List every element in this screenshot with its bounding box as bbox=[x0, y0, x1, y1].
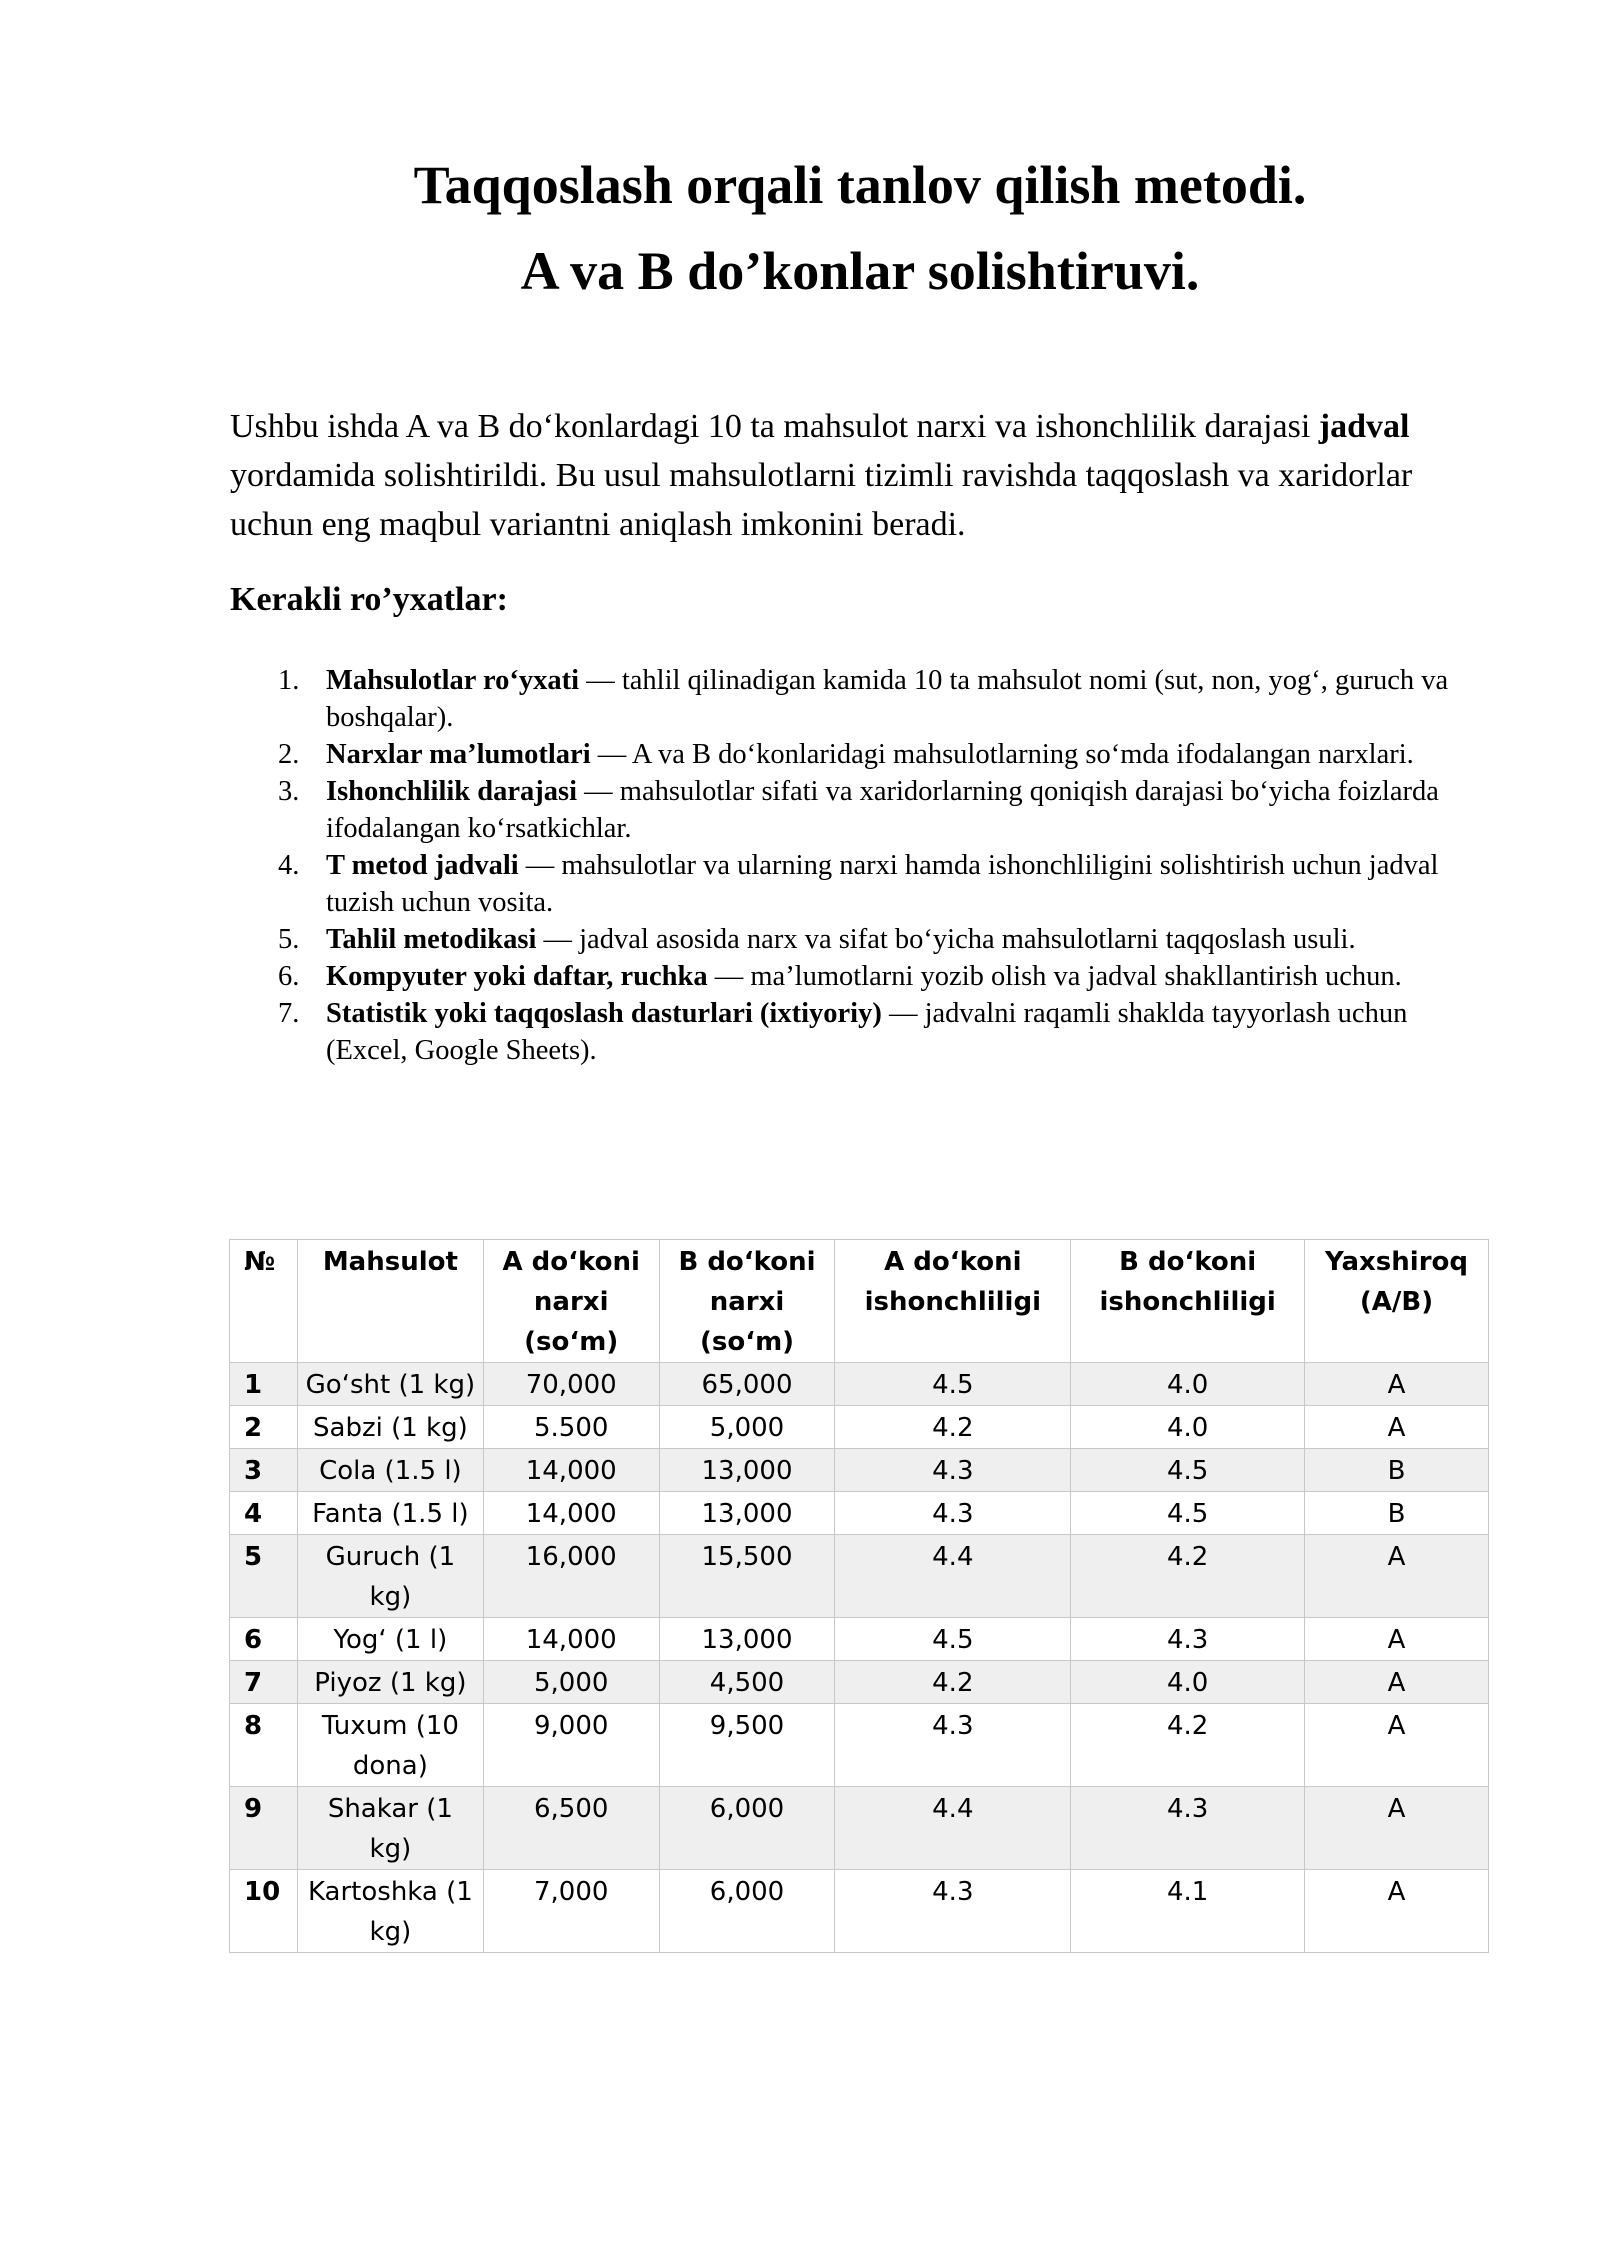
b-price-cell: 13,000 bbox=[659, 1449, 835, 1492]
better-store-cell: A bbox=[1305, 1661, 1489, 1704]
table-row bbox=[230, 1363, 1489, 1406]
table-row bbox=[230, 1535, 1489, 1618]
b-price-cell: 6,000 bbox=[659, 1870, 835, 1953]
list-item-term: T metod jadvali bbox=[326, 850, 519, 881]
list-item-number: 3. bbox=[278, 776, 300, 807]
table-row bbox=[230, 1492, 1489, 1535]
list-item-term: Ishonchlilik darajasi bbox=[326, 776, 578, 807]
better-store-cell: B bbox=[1305, 1492, 1489, 1535]
table-row bbox=[230, 1704, 1489, 1787]
a-reliability-cell: 4.5 bbox=[835, 1363, 1071, 1406]
list-item-number: 1. bbox=[278, 665, 300, 696]
list-item-description: — tahlil qilinadigan kamida 10 ta mahsulot nomi (sut, non, yog‘, guruch va boshqalar). bbox=[326, 665, 1449, 733]
intro-paragraph bbox=[230, 402, 1480, 549]
a-price-cell: 16,000 bbox=[483, 1535, 659, 1618]
column-header-b-reliability: B do‘koni ishonchliligi bbox=[1071, 1240, 1305, 1363]
list-item-description: — ma’lumotlarni yozib olish va jadval shakllantirish uchun. bbox=[707, 961, 1402, 992]
b-price-cell: 5,000 bbox=[659, 1406, 835, 1449]
a-reliability-cell: 4.3 bbox=[835, 1492, 1071, 1535]
product-name-cell: Guruch (1 kg) bbox=[297, 1535, 483, 1618]
b-reliability-cell: 4.3 bbox=[1071, 1787, 1305, 1870]
row-number-cell: 9 bbox=[230, 1787, 298, 1870]
b-reliability-cell: 4.2 bbox=[1071, 1704, 1305, 1787]
b-price-cell: 13,000 bbox=[659, 1492, 835, 1535]
list-item-number: 7. bbox=[278, 998, 300, 1029]
document-title-line-1: Taqqoslash orqali tanlov qilish metodi. bbox=[413, 155, 1307, 215]
product-name-cell: Kartoshka (1 kg) bbox=[297, 1870, 483, 1953]
a-reliability-cell: 4.2 bbox=[835, 1406, 1071, 1449]
a-price-cell: 14,000 bbox=[483, 1492, 659, 1535]
product-name-cell: Shakar (1 kg) bbox=[297, 1787, 483, 1870]
list-item-term: Statistik yoki taqqoslash dasturlari (ixtiyoriy) bbox=[326, 998, 882, 1029]
table-row bbox=[230, 1661, 1489, 1704]
row-number-cell: 1 bbox=[230, 1363, 298, 1406]
a-price-cell: 70,000 bbox=[483, 1363, 659, 1406]
column-header-product: Mahsulot bbox=[297, 1240, 483, 1363]
better-store-cell: A bbox=[1305, 1704, 1489, 1787]
list-item bbox=[0, 958, 1486, 995]
better-store-cell: B bbox=[1305, 1449, 1489, 1492]
requirements-heading: Kerakli ro’yxatlar: bbox=[230, 581, 508, 618]
a-price-cell: 14,000 bbox=[483, 1618, 659, 1661]
a-reliability-cell: 4.3 bbox=[835, 1449, 1071, 1492]
table-body bbox=[230, 1363, 1489, 1953]
product-name-cell: Tuxum (10 dona) bbox=[297, 1704, 483, 1787]
b-reliability-cell: 4.2 bbox=[1071, 1535, 1305, 1618]
b-price-cell: 13,000 bbox=[659, 1618, 835, 1661]
b-price-cell: 6,000 bbox=[659, 1787, 835, 1870]
row-number-cell: 3 bbox=[230, 1449, 298, 1492]
column-header-a-price: A do‘koni narxi (so‘m) bbox=[483, 1240, 659, 1363]
list-item-description: — A va B do‘konlaridagi mahsulotlarning so‘mda ifodalangan narxlari. bbox=[590, 739, 1414, 770]
comparison-table bbox=[229, 1239, 1489, 1953]
a-reliability-cell: 4.4 bbox=[835, 1535, 1071, 1618]
b-reliability-cell: 4.0 bbox=[1071, 1406, 1305, 1449]
better-store-cell: A bbox=[1305, 1618, 1489, 1661]
requirements-list bbox=[0, 662, 1600, 1069]
table-row bbox=[230, 1449, 1489, 1492]
b-price-cell: 15,500 bbox=[659, 1535, 835, 1618]
list-item-description: — jadval asosida narx va sifat bo‘yicha mahsulotlarni taqqoslash usuli. bbox=[536, 924, 1356, 955]
b-reliability-cell: 4.5 bbox=[1071, 1492, 1305, 1535]
a-reliability-cell: 4.3 bbox=[835, 1704, 1071, 1787]
list-item-description: — jadvalni raqamli shaklda tayyorlash uchun (Excel, Google Sheets). bbox=[326, 998, 1408, 1066]
list-item-term: Kompyuter yoki daftar, ruchka bbox=[326, 961, 708, 992]
column-header-a-reliability: A do‘koni ishonchliligi bbox=[835, 1240, 1071, 1363]
table-header-row bbox=[230, 1240, 1489, 1363]
table-row bbox=[230, 1870, 1489, 1953]
b-reliability-cell: 4.1 bbox=[1071, 1870, 1305, 1953]
b-price-cell: 65,000 bbox=[659, 1363, 835, 1406]
b-reliability-cell: 4.3 bbox=[1071, 1618, 1305, 1661]
list-item bbox=[0, 736, 1486, 773]
row-number-cell: 6 bbox=[230, 1618, 298, 1661]
b-reliability-cell: 4.0 bbox=[1071, 1363, 1305, 1406]
row-number-cell: 8 bbox=[230, 1704, 298, 1787]
better-store-cell: A bbox=[1305, 1406, 1489, 1449]
row-number-cell: 5 bbox=[230, 1535, 298, 1618]
list-item-term: Mahsulotlar ro‘yxati bbox=[326, 665, 580, 696]
column-header-number: № bbox=[230, 1240, 298, 1363]
product-name-cell: Fanta (1.5 l) bbox=[297, 1492, 483, 1535]
table-row bbox=[230, 1618, 1489, 1661]
list-item bbox=[0, 995, 1486, 1069]
a-price-cell: 5,000 bbox=[483, 1661, 659, 1704]
row-number-cell: 10 bbox=[230, 1870, 298, 1953]
intro-text-end: yordamida solishtirildi. Bu usul mahsulotlarni tizimli ravishda taqqoslash va xaridorlar uchun eng maqbul variantni aniqlash imkonini beradi. bbox=[230, 457, 1413, 543]
column-header-b-price: B do‘koni narxi (so‘m) bbox=[659, 1240, 835, 1363]
product-name-cell: Piyoz (1 kg) bbox=[297, 1661, 483, 1704]
product-name-cell: Sabzi (1 kg) bbox=[297, 1406, 483, 1449]
a-price-cell: 14,000 bbox=[483, 1449, 659, 1492]
a-price-cell: 7,000 bbox=[483, 1870, 659, 1953]
a-reliability-cell: 4.3 bbox=[835, 1870, 1071, 1953]
list-item-number: 5. bbox=[278, 924, 300, 955]
row-number-cell: 4 bbox=[230, 1492, 298, 1535]
a-reliability-cell: 4.5 bbox=[835, 1618, 1071, 1661]
product-name-cell: Yog‘ (1 l) bbox=[297, 1618, 483, 1661]
document-title-line-2: A va B do’konlar solishtiruvi. bbox=[520, 241, 1200, 301]
list-item bbox=[0, 773, 1486, 847]
list-item bbox=[0, 662, 1486, 736]
better-store-cell: A bbox=[1305, 1870, 1489, 1953]
b-price-cell: 9,500 bbox=[659, 1704, 835, 1787]
list-item-number: 6. bbox=[278, 961, 300, 992]
list-item bbox=[0, 847, 1486, 921]
intro-bold-word: jadval bbox=[1318, 408, 1410, 445]
list-item-number: 4. bbox=[278, 850, 300, 881]
b-reliability-cell: 4.0 bbox=[1071, 1661, 1305, 1704]
a-price-cell: 9,000 bbox=[483, 1704, 659, 1787]
table-row bbox=[230, 1787, 1489, 1870]
better-store-cell: A bbox=[1305, 1363, 1489, 1406]
list-item-term: Tahlil metodikasi bbox=[326, 924, 537, 955]
b-reliability-cell: 4.5 bbox=[1071, 1449, 1305, 1492]
a-reliability-cell: 4.4 bbox=[835, 1787, 1071, 1870]
product-name-cell: Cola (1.5 l) bbox=[297, 1449, 483, 1492]
better-store-cell: A bbox=[1305, 1535, 1489, 1618]
row-number-cell: 7 bbox=[230, 1661, 298, 1704]
product-name-cell: Go‘sht (1 kg) bbox=[297, 1363, 483, 1406]
column-header-better: Yaxshiroq (A/B) bbox=[1305, 1240, 1489, 1363]
list-item bbox=[0, 921, 1486, 958]
table-row bbox=[230, 1406, 1489, 1449]
a-reliability-cell: 4.2 bbox=[835, 1661, 1071, 1704]
row-number-cell: 2 bbox=[230, 1406, 298, 1449]
list-item-term: Narxlar ma’lumotlari bbox=[326, 739, 591, 770]
list-item-number: 2. bbox=[278, 739, 300, 770]
list-item-description: — mahsulotlar va ularning narxi hamda ishonchliligini solishtirish uchun jadval tuzish uchun vosita. bbox=[326, 850, 1439, 918]
better-store-cell: A bbox=[1305, 1787, 1489, 1870]
list-item-description: — mahsulotlar sifati va xaridorlarning qoniqish darajasi bo‘yicha foizlarda ifodalangan ko‘rsatkichlar. bbox=[326, 776, 1439, 844]
intro-text-start: Ushbu ishda A va B do‘konlardagi 10 ta mahsulot narxi va ishonchlilik darajasi bbox=[230, 408, 1319, 445]
a-price-cell: 5.500 bbox=[483, 1406, 659, 1449]
a-price-cell: 6,500 bbox=[483, 1787, 659, 1870]
b-price-cell: 4,500 bbox=[659, 1661, 835, 1704]
